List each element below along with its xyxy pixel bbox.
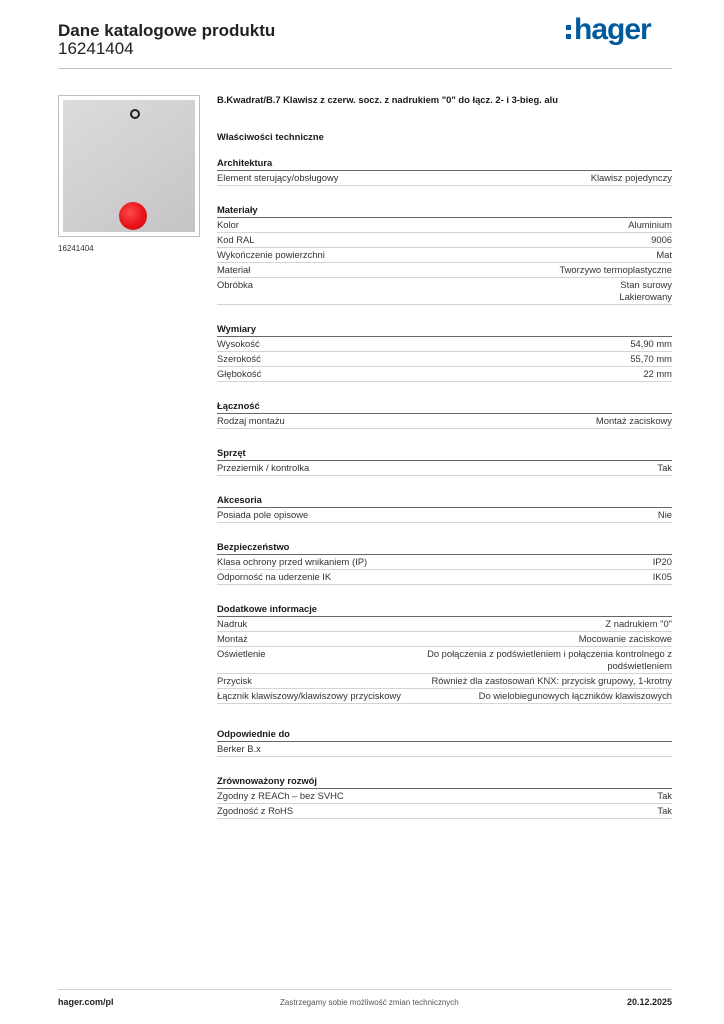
spec-label: Materiał — [217, 264, 251, 275]
spec-row — [217, 278, 672, 305]
section-architektura — [217, 157, 672, 186]
spec-label: Rodzaj montażu — [217, 415, 285, 426]
spec-label: Nadruk — [217, 618, 248, 629]
spec-row — [217, 461, 672, 476]
spec-row — [217, 804, 672, 819]
spec-value: IP20 — [652, 556, 672, 567]
spec-value: Również dla zastosowań KNX: przycisk grupowy, 1-krotny — [431, 675, 672, 686]
spec-label: Klasa ochrony przed wnikaniem (IP) — [217, 556, 368, 567]
spec-value — [619, 279, 672, 303]
spec-row — [217, 789, 672, 804]
spec-row — [217, 570, 672, 585]
spec-label: Obróbka — [217, 279, 253, 290]
spec-row — [217, 647, 672, 674]
section-title: Wymiary — [217, 323, 672, 337]
red-lens-icon — [119, 202, 147, 230]
spec-value: Aluminium — [628, 219, 672, 230]
spec-value: 55,70 mm — [630, 353, 672, 364]
spec-row — [217, 508, 672, 523]
spec-value: Tak — [657, 462, 672, 473]
hager-logo — [566, 14, 651, 46]
section-materialy — [217, 204, 672, 305]
spec-value-line: Lakierowany — [619, 291, 672, 302]
spec-value: 54,90 mm — [630, 338, 672, 349]
spec-label: Przycisk — [217, 675, 252, 686]
spec-value: Mat — [656, 249, 672, 260]
spec-value: Do wielobiegunowych łączników klawiszowych — [478, 690, 672, 701]
section-title: Bezpieczeństwo — [217, 541, 672, 555]
section-odpowiednie — [217, 728, 672, 757]
spec-row — [217, 263, 672, 278]
section-dodatkowe — [217, 603, 672, 704]
spec-value: 9006 — [651, 234, 672, 245]
spec-panel — [217, 90, 672, 819]
product-description: B.Kwadrat/B.7 Klawisz z czerw. socz. z nadrukiem "0" do łącz. 2- i 3-bieg. alu — [217, 94, 558, 105]
spec-value: Tak — [657, 790, 672, 801]
spec-label: Posiada pole opisowe — [217, 509, 309, 520]
spec-row — [217, 555, 672, 570]
spec-row — [217, 632, 672, 647]
footer-divider — [58, 989, 672, 990]
section-title: Dodatkowe informacje — [217, 603, 672, 617]
section-bezpieczenstwo — [217, 541, 672, 585]
logo-wordmark: hager — [574, 13, 651, 46]
spec-row — [217, 171, 672, 186]
technical-properties-heading: Właściwości techniczne — [217, 131, 324, 142]
spec-label: Element sterujący/obsługowy — [217, 172, 339, 183]
section-sprzet — [217, 447, 672, 476]
spec-label: Kolor — [217, 219, 239, 230]
section-title: Akcesoria — [217, 494, 672, 508]
spec-label: Oświetlenie — [217, 648, 266, 659]
spec-label: Zgodny z REACh – bez SVHC — [217, 790, 344, 801]
section-title: Materiały — [217, 204, 672, 218]
spec-label: Wysokość — [217, 338, 260, 349]
spec-row — [217, 233, 672, 248]
header-divider — [58, 68, 672, 69]
spec-row — [217, 218, 672, 233]
spec-label: Głębokość — [217, 368, 262, 379]
spec-row — [217, 367, 672, 382]
spec-value-line: Stan surowy — [620, 279, 672, 290]
spec-row — [217, 337, 672, 352]
spec-row — [217, 742, 672, 757]
spec-row — [217, 248, 672, 263]
spec-value: Tak — [657, 805, 672, 816]
spec-row — [217, 617, 672, 632]
spec-label: Wykończenie powierzchni — [217, 249, 325, 260]
product-image-caption: 16241404 — [58, 244, 94, 253]
spec-value: Nie — [657, 509, 672, 520]
spec-row — [217, 674, 672, 689]
spec-label: Kod RAL — [217, 234, 255, 245]
spec-value: Do połączenia z podświetleniem i połączenia kontrolnego z podświetleniem — [427, 648, 672, 671]
section-lacznosc — [217, 400, 672, 429]
section-title: Odpowiednie do — [217, 728, 672, 742]
spec-value: Montaż zaciskowy — [595, 415, 672, 426]
spec-label: Szerokość — [217, 353, 261, 364]
spec-label: Przeziernik / kontrolka — [217, 462, 310, 473]
spec-value: Z nadrukiem "0" — [605, 618, 672, 629]
page-title: Dane katalogowe produktu — [58, 21, 276, 40]
spec-row — [217, 414, 672, 429]
spec-value: Mocowanie zaciskowe — [578, 633, 672, 644]
footer-date: 20.12.2025 — [626, 997, 672, 1007]
spec-value: 22 mm — [643, 368, 672, 379]
website-link[interactable]: hager.com/pl — [58, 997, 114, 1007]
section-title: Sprzęt — [217, 447, 672, 461]
section-akcesoria — [217, 494, 672, 523]
ring-symbol-icon — [130, 109, 140, 119]
spec-value: IK05 — [652, 571, 672, 582]
section-zrownowazony — [217, 775, 672, 819]
rocker-key-image — [63, 100, 195, 232]
spec-label: Zgodność z RoHS — [217, 805, 294, 816]
section-title: Architektura — [217, 157, 672, 171]
spec-label: Montaż — [217, 633, 248, 644]
spec-value: Klawisz pojedynczy — [590, 172, 672, 183]
product-code: 16241404 — [58, 39, 134, 58]
spec-row — [217, 689, 672, 704]
spec-label: Berker B.x — [217, 743, 261, 754]
spec-label: Odporność na uderzenie IK — [217, 571, 332, 582]
spec-label: Łącznik klawiszowy/klawiszowy przyciskowy — [217, 690, 401, 701]
spec-value: Tworzywo termoplastyczne — [559, 264, 672, 275]
section-wymiary — [217, 323, 672, 382]
footer-disclaimer: Zastrzegamy sobie możliwość zmian technicznych — [280, 998, 459, 1007]
section-title: Zrównoważony rozwój — [217, 775, 672, 789]
spec-row — [217, 352, 672, 367]
section-title: Łączność — [217, 400, 672, 414]
product-image — [58, 95, 200, 237]
